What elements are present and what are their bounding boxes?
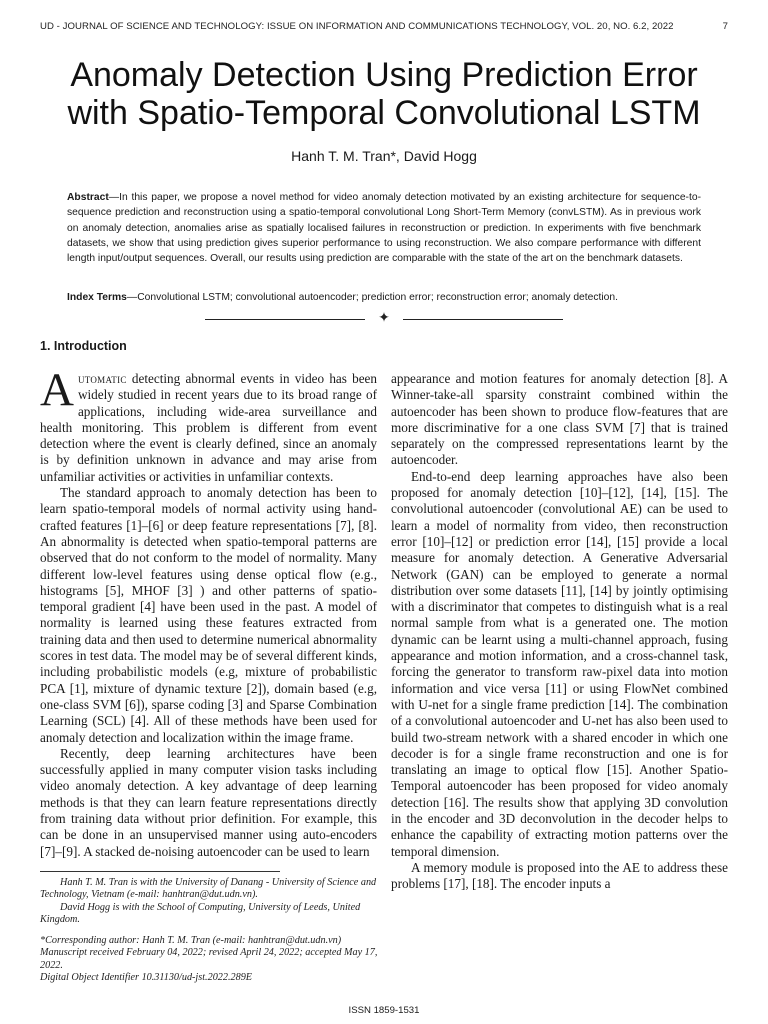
index-terms-text: —Convolutional LSTM; convolutional autoencoder; prediction error; reconstruction error; anomaly detection. — [126, 292, 618, 303]
divider-ornament-icon: ✦ — [378, 311, 390, 326]
body-column-right — [391, 371, 728, 893]
page-number: 7 — [722, 21, 728, 32]
intro-paragraph-1 — [40, 364, 377, 485]
footnote-manuscript-dates: Manuscript received February 04, 2022; revised April 24, 2022; accepted May 17, 2022. — [40, 947, 378, 971]
section-heading-introduction: 1. Introduction — [40, 339, 127, 353]
intro-paragraph-1-text: detecting abnormal events in video has been widely studied in recent years due to its broad range of applications, including wide-area surveillance and health monitoring. This problem is different from event detection where the event is clearly defined, since an anomaly is by definition unknown in advance and may arise from unfamiliar activities or activities in unfamiliar contexts. — [40, 371, 377, 484]
divider-line-right — [403, 319, 563, 320]
footnote-affiliation-1: Hanh T. M. Tran is with the University of Danang - University of Science and Technology, Vietnam (e-mail: hanhtran@dut.udn.vn). — [40, 877, 377, 901]
abstract-text: —In this paper, we propose a novel method for video anomaly detection motivated by an existing architecture for sequence-to-sequence prediction and reconstruction using a spatio-temporal convolutional Long Short-Term Memory (convLSTM). As in previous work on anomaly detection, anomalies arise as spatially localised failures in reconstruction or prediction. In experiments with five benchmark datasets, we show that using prediction gives superior performance to using reconstruction. We also compare performance with different length input/output sequences. Overall, our results using prediction are comparable with the state of the art on the benchmark datasets. — [67, 192, 701, 265]
intro-paragraph-5: A memory module is proposed into the AE to address these problems [17], [18]. The encoder inputs a — [391, 859, 728, 892]
index-terms-label: Index Terms — [67, 292, 127, 303]
title-line-1: Anomaly Detection Using Prediction Error — [70, 56, 698, 94]
intro-paragraph-3: Recently, deep learning architectures have been successfully applied in many computer vision tasks including video anomaly detection. A key advantage of deep learning methods is that they can learn feature representations directly from training data without prior definition. For example, this can be done in an unsupervised manner using auto-encoders [7]–[9]. A stacked de-noising autoencoder can be used to learn — [40, 745, 377, 859]
intro-paragraph-4: End-to-end deep learning approaches have also been proposed for anomaly detection [10]–[12], [14], [15]. The convolutional autoencoder (convolutional AE) can be used to learn a model of normality from video, then reconstruction error [10]–[12] or prediction error [14], [15] provide a local measure for anomaly detection. A Generative Adversarial Network (GAN) can be employed to generate a normal distribution over some datasets [11], [14] by jointly optimising with a discriminator that competes to distinguish what is a real normal sample from what is a generated one. The motion dynamic can be learnt using a multi-channel approach, fusing appearance and motion information, and a cross-channel task, forcing the generator to transform raw-pixel data into motion information and vice versa [11] or using FlowNet combined with U-net for a single frame prediction [14]. The combination of a convolutional autoencoder and U-net has also been used to build two-stream network with a shared encoder in which one decoder is for a single frame reconstruction and one is for translating an image to optical flow [15]. Another Spatio-Temporal autoencoder has been proposed for video anomaly detection [16]. The results show that applying 3D convolution in the encoder and 3D deconvolution in the decoder helps to enhance the capability of extracting motion patterns over the temporal dimension. — [391, 468, 728, 859]
abstract-label: Abstract — [67, 192, 109, 203]
issn-footer: ISSN 1859-1531 — [348, 1005, 420, 1016]
title-line-2: with Spatio-Temporal Convolutional LSTM — [67, 94, 701, 132]
author-list: Hanh T. M. Tran*, David Hogg — [291, 148, 477, 164]
index-terms — [67, 290, 701, 305]
intro-paragraph-2: The standard approach to anomaly detection has been to learn spatio-temporal models of normal activity using hand-crafted features [1]–[6] or deep feature representations [7], [8]. An abnormality is detected when spatio-temporal patterns are observed that do not conform to the model of normality. Many different low-level features using dense optical flow (e.g., histograms [5], MHOF [3] ) and other patterns of spatio-temporal gradient [4] have been used in the past. A model of normality is learned using these features extracted from training data and then used to determine numerical abnormality scores in test data. The model may be of several different kinds, including probabilistic models (e.g, mixture of probabilistic PCA [1], mixture of dynamic texture [2]), domain based (e.g, one-class SVM [6]), sparse coding [3] and Sparse Combination Learning (SCL) [4]. All of these methods have been used for anomaly detection and localization within the image frame. — [40, 485, 377, 745]
footnote-doi: Digital Object Identifier 10.31130/ud-jst.2022.289E — [40, 972, 253, 984]
paper-title — [30, 56, 738, 132]
footnote-affiliation-2: David Hogg is with the School of Computing, University of Leeds, United Kingdom. — [40, 901, 361, 925]
footnotes — [40, 877, 378, 984]
abstract — [67, 190, 701, 266]
footnote-corresponding-author: *Corresponding author: Hanh T. M. Tran (e-mail: hanhtran@dut.udn.vn) — [40, 935, 342, 947]
running-header — [40, 21, 728, 32]
section-divider — [205, 312, 563, 326]
footnote-rule — [40, 871, 280, 872]
journal-header-text: UD - JOURNAL OF SCIENCE AND TECHNOLOGY: ISSUE ON INFORMATION AND COMMUNICATIONS TECHNOLOGY, VOL. 20, NO. 6.2, 2022 — [40, 21, 674, 32]
body-column-left — [40, 364, 377, 860]
intro-paragraph-3-continued: appearance and motion features for anomaly detection [8]. A Winner-take-all sparsity constraint combined within the autoencoder has been shown to produce flow-features that are more discriminative for a one class SVM [7] that is trained separately on the compressed representations learnt by the autoencoder. — [391, 371, 728, 468]
drop-cap: A — [40, 364, 74, 416]
intro-first-word: utomatic — [77, 371, 127, 386]
